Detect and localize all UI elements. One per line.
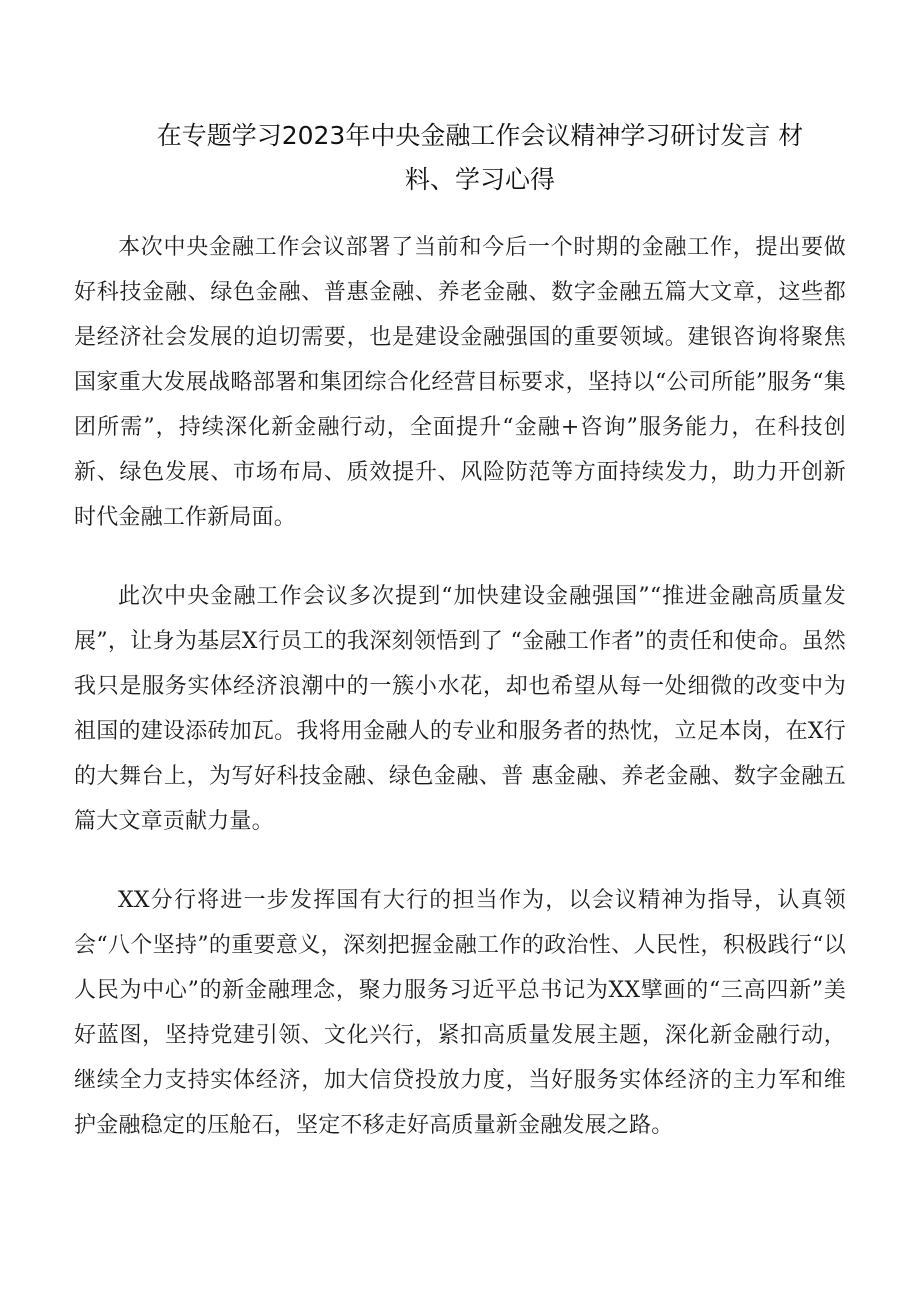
document-title-line-1: 在专题学习2023年中央金融工作会议精神学习研讨发言 材 [156,121,804,150]
body-paragraph-1: 本次中央金融工作会议部署了当前和今后一个时期的金融工作，提出要做好科技金融、绿色金融、普惠金融、养老金融、数字金融五篇大文章，这些都是经济社会发展的迫切需要，也是建设金融强国的重要领域。建银咨询将聚焦国家重大发展战略部署和集团综合化经营目标要求，坚持以“公司所能”服务“集团所需”，持续深化新金融行动，全面提升“金融+咨询”服务能力，在科技创新、绿色发展、市场布局、质效提升、风险防范等方面持续发力，助力开创新时代金融工作新局面。 [74,235,846,530]
document-body [74,225,846,1182]
document-title-line-2: 料、学习心得 [404,165,555,194]
document-title [120,114,840,202]
body-paragraph-2: 此次中央金融工作会议多次提到“加快建设金融强国”“推进金融高质量发展”，让身为基层X行员工的我深刻领悟到了 “金融工作者”的责任和使命。虽然我只是服务实体经济浪潮中的一簇小水花，却也希望从每一处细微的改变中为祖国的建设添砖加瓦。我将用金融人的专业和服务者的热忱，立足本岗，在X行的大舞台上，为写好科技金融、绿色金融、普 惠金融、养老金融、数字金融五篇大文章贡献力量。 [74,584,846,834]
body-paragraph-3: XX分行将进一步发挥国有大行的担当作为，以会议精神为指导，认真领会“八个坚持”的重要意义，深刻把握金融工作的政治性、人民性，积极践行“以人民为中心”的新金融理念，聚力服务习近平总书记为XX擘画的“三高四新”美好蓝图，坚持党建引领、文化兴行，紧扣高质量发展主题，深化新金融行动，继续全力支持实体经济，加大信贷投放力度，当好服务实体经济的主力军和维护金融稳定的压舱石，坚定不移走好高质量新金融发展之路。 [74,888,846,1138]
